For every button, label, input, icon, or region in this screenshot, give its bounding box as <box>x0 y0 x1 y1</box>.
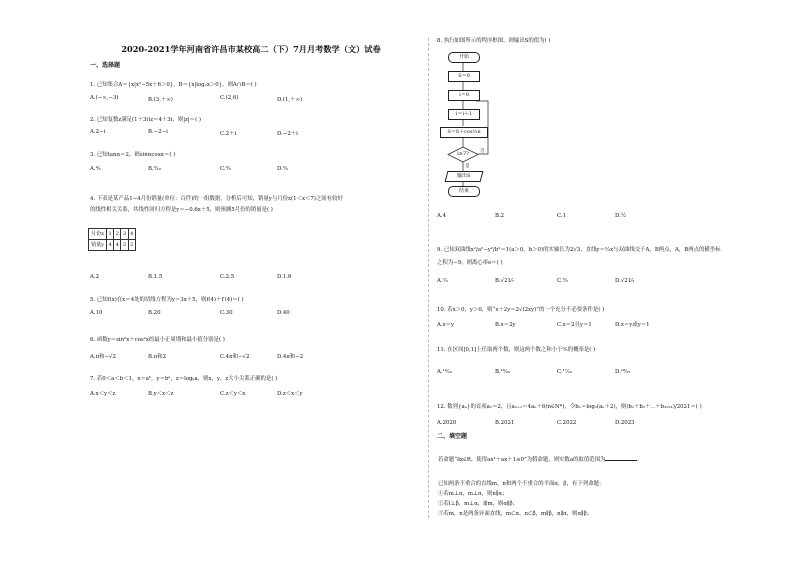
flowchart-output <box>445 171 484 182</box>
question-4-stem-line-1: 4. 下表是某产品1∼4月份销量(单位：百件)的一组数据，分析后可知，销量y与月份x(1＜x＜7)之间有较好 <box>90 196 343 202</box>
option: D.½ <box>615 213 627 219</box>
option: C.4π和−√2 <box>220 354 250 360</box>
option: D.1.6 <box>277 274 292 280</box>
question-7-options <box>90 389 410 396</box>
question-11-options <box>437 369 757 376</box>
option: D.4π和−2 <box>277 354 304 360</box>
flowchart-accumulate: S＝S＋cos⅓π <box>440 127 488 138</box>
option: B.(3,＋∞) <box>148 97 173 103</box>
question-6-stem: 6. 函数y＝sin²x＋cos²x的最小正周期和最小值分别是( ) <box>90 337 225 343</box>
table-cell: 2 <box>114 229 121 240</box>
flowchart-init-i: i＝0 <box>448 90 480 101</box>
question-3-options <box>90 166 410 173</box>
flowchart-no-label: 否 <box>480 149 485 154</box>
question-5-stem: 5. 已知f(x)在x＝4处的切线方程为y＝3x＋5，则f(4)＋f′(4)＝( ) <box>90 297 244 303</box>
option: D.√21⁄₃ <box>615 278 635 284</box>
option: A.2 <box>90 274 100 280</box>
option: B.x＝2y <box>495 322 516 328</box>
question-2-stem: 2. 已知复数z满足(1＋3i)z＝4＋3i，则|z|＝( ) <box>90 117 201 123</box>
option: C.¹⁷⁄₂₅ <box>557 369 573 375</box>
option: C.2.5 <box>220 274 235 280</box>
question-14-intro: 已知两条不重合的直线m，n和两个不重合的平面α，β，有下列命题： <box>438 481 605 487</box>
option: A.2020 <box>437 420 457 426</box>
question-2-options <box>90 129 410 136</box>
option: D.(1,＋∞) <box>277 97 303 103</box>
option: D.−2＋i <box>277 131 298 137</box>
option: D.¹⁸⁄₂₅ <box>615 369 631 375</box>
table-cell: 4 <box>107 240 114 251</box>
question-9-stem-line-1: 9. 已知双曲线x²/a²−y²/b²＝1(a＞0，b＞0)的实轴长为2√3，直线y＝²⁄₃x与双曲线交于A，B两点，A，B两点的横坐标 <box>437 247 721 253</box>
option: B.2021 <box>495 420 515 426</box>
question-4-data-table <box>88 228 136 251</box>
option: B.√21⁄₇ <box>495 278 515 284</box>
option: D.40 <box>277 310 290 316</box>
option: A.10 <box>90 310 103 316</box>
question-10-options <box>437 320 757 327</box>
table-row-label: 月份x <box>89 229 107 240</box>
question-12-options <box>437 420 757 427</box>
option: C.z＜y＜x <box>220 391 246 397</box>
option: C.2＋i <box>220 131 237 137</box>
proposition-3: ③若m，n是两条异面直线，m⊂α，n⊂β，m∥β，n∥α，则α∥β； <box>438 511 593 517</box>
question-8-options <box>437 213 757 220</box>
option: B.−2−i <box>148 129 168 135</box>
table-cell: 2 <box>128 240 135 251</box>
option: A.4 <box>437 213 447 219</box>
option: C.30 <box>220 310 233 316</box>
proposition-2: ②若l⊥β，m⊥α，l∥m，则α∥β； <box>438 501 519 507</box>
column-divider <box>428 38 429 518</box>
option: C.⁵⁄₃ <box>557 278 568 284</box>
table-cell: 4 <box>128 229 135 240</box>
option: B.¹⁶⁄₂₅ <box>495 369 511 375</box>
question-1-stem: 1. 已知集合A＝{x|x²−5x＋6＞0}，B＝{x|log₂x＞0}，则A∩B＝( ) <box>90 82 257 88</box>
flowchart-end: 结束 <box>448 186 480 197</box>
option: D.x＝y或y＝1 <box>615 322 650 328</box>
option: B.20 <box>148 310 161 316</box>
question-4-options <box>90 274 410 281</box>
table-cell: 1 <box>107 229 114 240</box>
option: A.¹²⁄₂₅ <box>437 369 453 375</box>
flowchart-yes-label: 是 <box>465 164 470 169</box>
option: B.π和2 <box>148 354 167 360</box>
flowchart-init-s: S＝0 <box>448 71 480 82</box>
question-6-options <box>90 352 410 359</box>
option: C.(2,6) <box>220 95 239 101</box>
program-flowchart <box>436 52 556 202</box>
answer-blank <box>605 460 637 461</box>
question-13: 若命题“∃x∈R，使得ax²＋ax＋1≤0”为假命题，则实数a的取值范围为 . <box>438 457 640 463</box>
section-heading-fill: 二、填空题 <box>437 433 468 440</box>
option: A.x＜y＜z <box>90 391 116 397</box>
table-cell: 4 <box>114 240 121 251</box>
question-7-stem: 7. 若0＜a＜b＜1，x＝aᵇ，y＝bᵃ，z＝logᵦa，则x，y，z大小关系正确的是( ) <box>90 376 278 382</box>
option: C.⁶⁄₅ <box>220 166 231 172</box>
page-title: 2020-2021学年河南省许昌市某校高二（下）7月月考数学（文）试卷 <box>121 44 381 54</box>
question-3-stem: 3. 已知tanα＝2，则sinαcosα＝( ) <box>90 152 176 158</box>
question-12-stem: 12. 数列{aₙ}的首项a₁＝2，且aₙ₊₁＝4aₙ＋6(n∈N*)，令bₙ＝log₂(aₙ＋2)，则(b₁＋b₂＋⋯＋b₂₀₂₁)/2021＝( ) <box>437 404 702 410</box>
question-8-stem: 8. 执行如图所示的程序框图，则输出S的值为( ) <box>437 38 551 44</box>
table-cell: 3 <box>121 229 128 240</box>
proposition-1: ①若m⊥n，m⊥α，则n∥α； <box>438 491 508 497</box>
option: D.z＜x＜y <box>277 391 303 397</box>
question-5-options <box>90 310 410 317</box>
option: B.y＜x＜z <box>148 391 174 397</box>
option: A.x＝y <box>437 322 455 328</box>
section-heading-choice: 一、选择题 <box>90 62 121 69</box>
question-13-stem: 若命题“∃x∈R，使得ax²＋ax＋1≤0”为假命题，则实数a的取值范围为 <box>438 457 606 463</box>
option: B.1.5 <box>148 274 163 280</box>
flowchart-condition: i≥7? <box>457 151 469 157</box>
option: A.π和−√2 <box>90 354 116 360</box>
option: D.2023 <box>615 420 635 426</box>
option: D.²⁄₅ <box>277 166 289 172</box>
flowchart-start: 开始 <box>448 52 480 63</box>
question-1-options <box>90 95 410 102</box>
question-4-stem-line-2: 的线性相关关系，其线性回归方程是y＝−0.6x＋5，则预测5月份的销量是( ) <box>90 207 273 213</box>
option: A.(−∞,−3) <box>90 95 119 101</box>
question-9-stem-line-2: 之积为−9，则离心率e＝( ) <box>437 260 503 266</box>
option: A.⁴⁄₅ <box>90 166 101 172</box>
option: C.2022 <box>557 420 577 426</box>
option: C.1 <box>557 213 567 219</box>
option: B.³⁄₁₀ <box>148 166 162 172</box>
flowchart-increment: i＝i＋1 <box>448 109 480 120</box>
flowchart-output-label: 输出S <box>457 173 471 179</box>
question-9-options <box>437 278 757 285</box>
option: B.2 <box>495 213 505 219</box>
table-cell: 3 <box>121 240 128 251</box>
option: A.⁷⁄₃ <box>437 278 448 284</box>
option: C.x＝2且y＝1 <box>557 322 592 328</box>
table-row-label: 销量y <box>89 240 107 251</box>
question-10-stem: 10. 若x＞0，y＞0，则“x＋2y＝2√(2xy)”的一个充分不必要条件是( ) <box>437 307 605 313</box>
option: A.2−i <box>90 129 106 135</box>
question-11-stem: 11. 在区间[0,1]上任取两个数，则这两个数之和小于⁶⁄₅的概率是( ) <box>437 347 596 353</box>
